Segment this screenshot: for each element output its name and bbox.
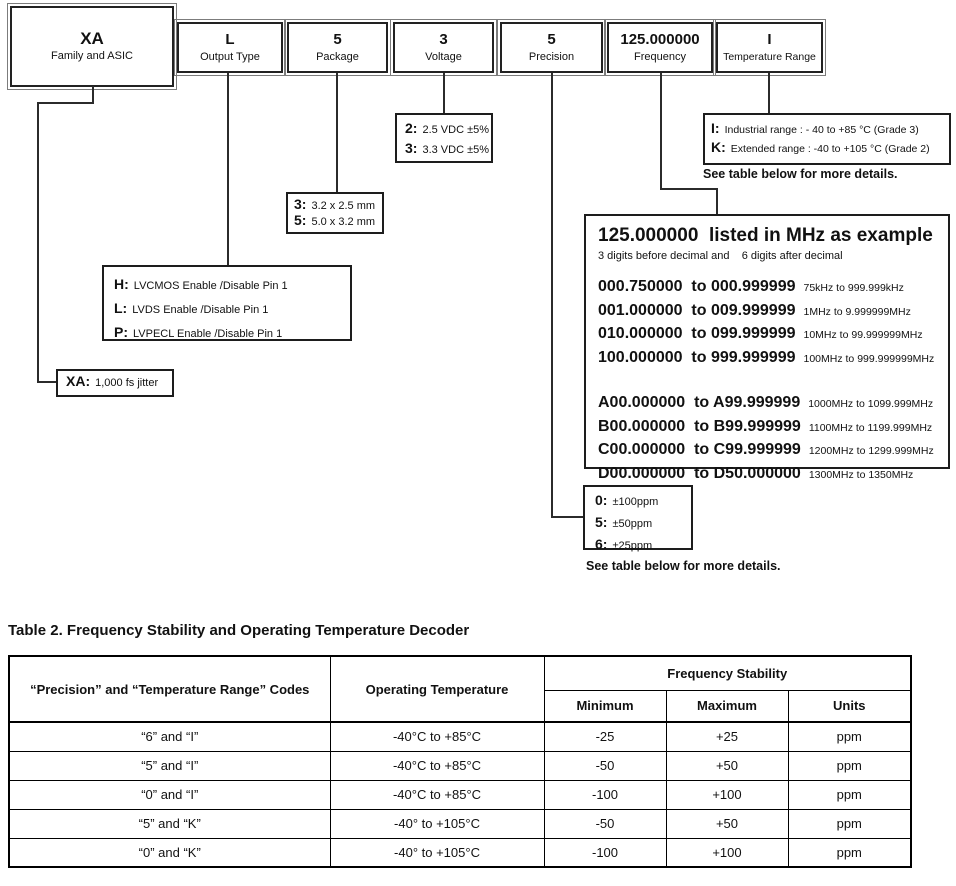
frequency-range-group-1 [598, 276, 944, 370]
cell-units: ppm [788, 751, 911, 780]
precision-desc: ±25ppm [612, 540, 653, 552]
part-box-output-type [177, 22, 283, 73]
cell-operating-temperature: -40°C to +85°C [330, 751, 544, 780]
cell-units: ppm [788, 809, 911, 838]
temperature-code: K: [711, 139, 726, 155]
connector-line [336, 73, 338, 192]
part-box-voltage [393, 22, 494, 73]
output-type-code: H: [114, 276, 129, 292]
part-code-frequency: 125.000000 [620, 31, 700, 48]
frequency-range-row [598, 300, 944, 324]
frequency-range: A00.000000 to A99.999999 [598, 394, 801, 411]
connector-line [768, 73, 770, 113]
col-header-minimum: Minimum [544, 690, 666, 722]
cell-codes: “5” and “K” [9, 809, 330, 838]
temperature-desc: Industrial range : - 40 to +85 °C (Grade 3) [724, 124, 919, 136]
frequency-range-row [598, 347, 944, 371]
voltage-legend-box [395, 113, 493, 163]
package-desc: 3.2 x 2.5 mm [311, 200, 376, 212]
col-header-frequency-stability: Frequency Stability [544, 656, 911, 690]
connector-line [443, 73, 445, 113]
part-label-family: Family and ASIC [51, 50, 133, 62]
part-box-package [287, 22, 388, 73]
connector-line [37, 381, 56, 383]
temperature-see-table-note: See table below for more details. [703, 167, 898, 181]
frequency-range-group-2 [598, 392, 944, 486]
precision-see-table-note: See table below for more details. [586, 559, 781, 573]
connector-line [716, 188, 718, 214]
part-code-output-type: L [225, 31, 235, 48]
cell-minimum: -50 [544, 809, 666, 838]
frequency-range-note: 1100MHz to 1199.999MHz [808, 421, 933, 434]
family-desc: 1,000 fs jitter [95, 377, 159, 389]
frequency-range-row [598, 416, 944, 440]
frequency-range-row [598, 463, 944, 487]
frequency-range-note: 1MHz to 9.999999MHz [803, 305, 911, 318]
voltage-code: 3: [405, 140, 418, 156]
cell-units: ppm [788, 780, 911, 809]
cell-minimum: -50 [544, 751, 666, 780]
part-box-temperature-range [716, 22, 823, 73]
frequency-range: 001.000000 to 009.999999 [598, 301, 796, 319]
frequency-range-note: 1000MHz to 1099.999MHz [808, 398, 934, 410]
col-header-operating-temperature: Operating Temperature [330, 656, 544, 722]
frequency-range-note: 100MHz to 999.999999MHz [803, 352, 935, 365]
frequency-range-note: 1200MHz to 1299.999MHz [808, 445, 934, 457]
precision-code: 0: [595, 492, 608, 508]
cell-codes: “0” and “I” [9, 780, 330, 809]
cell-maximum: +100 [666, 838, 788, 867]
connector-line [551, 516, 583, 518]
cell-units: ppm [788, 838, 911, 867]
part-code-voltage: 3 [439, 31, 448, 48]
frequency-range-row [598, 392, 944, 416]
part-label-voltage: Voltage [425, 51, 462, 63]
temperature-desc: Extended range : -40 to +105 °C (Grade 2) [730, 143, 930, 155]
col-header-units: Units [788, 690, 911, 722]
output-type-legend-box [102, 265, 352, 341]
connector-line [551, 73, 553, 518]
part-box-family [10, 6, 174, 87]
table-row [9, 722, 911, 751]
frequency-subtitle: 3 digits before decimal and 6 digits after decimal [598, 250, 843, 262]
family-jitter-box [56, 369, 174, 397]
part-code-package: 5 [333, 31, 342, 48]
package-code: 3: [294, 196, 307, 212]
part-box-frequency [607, 22, 713, 73]
family-code: XA: [66, 373, 91, 389]
part-label-temperature-range: Temperature Range [723, 51, 816, 63]
frequency-range-row [598, 276, 944, 300]
table-row [9, 780, 911, 809]
precision-code: 6: [595, 536, 608, 552]
frequency-legend-box [584, 214, 950, 482]
connector-line [227, 73, 229, 265]
cell-operating-temperature: -40°C to +85°C [330, 780, 544, 809]
precision-code: 5: [595, 514, 608, 530]
part-label-package: Package [316, 51, 359, 63]
col-header-codes: “Precision” and “Temperature Range” Codes [9, 656, 330, 722]
precision-legend-box [583, 485, 693, 550]
connector-line [660, 73, 662, 190]
table-row [9, 838, 911, 867]
part-label-frequency: Frequency [634, 51, 686, 63]
cell-codes: “0” and “K” [9, 838, 330, 867]
connector-line [37, 102, 39, 383]
output-type-desc: LVDS Enable /Disable Pin 1 [132, 304, 269, 316]
temperature-legend-box [703, 113, 951, 165]
voltage-desc: 3.3 VDC ±5% [422, 144, 490, 156]
cell-minimum: -25 [544, 722, 666, 751]
part-code-precision: 5 [547, 31, 556, 48]
frequency-range-note: 10MHz to 99.999999MHz [803, 329, 923, 341]
frequency-range-note: 75kHz to 999.999kHz [803, 282, 904, 294]
part-code-temperature-range: I [767, 31, 772, 48]
temperature-code: I: [711, 120, 720, 136]
frequency-range-row [598, 439, 944, 463]
frequency-range: 010.000000 to 099.999999 [598, 325, 796, 342]
cell-maximum: +50 [666, 809, 788, 838]
frequency-range: 100.000000 to 999.999999 [598, 348, 796, 366]
table-row [9, 751, 911, 780]
cell-minimum: -100 [544, 780, 666, 809]
package-code: 5: [294, 212, 307, 228]
output-type-code: P: [114, 324, 128, 340]
table-row [9, 809, 911, 838]
frequency-range: D00.000000 to D50.000000 [598, 464, 801, 482]
part-label-output-type: Output Type [200, 51, 260, 63]
output-type-desc: LVCMOS Enable /Disable Pin 1 [133, 280, 288, 292]
frequency-range-row [598, 323, 944, 347]
voltage-code: 2: [405, 120, 418, 136]
col-header-maximum: Maximum [666, 690, 788, 722]
frequency-range: C00.000000 to C99.999999 [598, 441, 801, 458]
cell-operating-temperature: -40° to +105°C [330, 809, 544, 838]
cell-operating-temperature: -40°C to +85°C [330, 722, 544, 751]
voltage-desc: 2.5 VDC ±5% [422, 124, 490, 136]
cell-codes: “5” and “I” [9, 751, 330, 780]
part-label-precision: Precision [528, 51, 575, 63]
cell-minimum: -100 [544, 838, 666, 867]
part-code-family: XA [80, 29, 104, 48]
connector-line [37, 102, 94, 104]
cell-codes: “6” and “I” [9, 722, 330, 751]
package-desc: 5.0 x 3.2 mm [311, 216, 376, 228]
precision-desc: ±50ppm [612, 518, 653, 530]
cell-maximum: +50 [666, 751, 788, 780]
frequency-range: 000.750000 to 000.999999 [598, 278, 796, 295]
output-type-code: L: [114, 300, 128, 316]
frequency-title: 125.000000 listed in MHz as example [598, 225, 933, 246]
connector-line [660, 188, 718, 190]
cell-units: ppm [788, 722, 911, 751]
frequency-stability-table [8, 655, 912, 868]
part-box-precision [500, 22, 603, 73]
table-title: Table 2. Frequency Stability and Operating Temperature Decoder [8, 622, 470, 639]
precision-desc: ±100ppm [612, 496, 659, 508]
frequency-range: B00.000000 to B99.999999 [598, 417, 801, 435]
frequency-range-note: 1300MHz to 1350MHz [808, 468, 914, 481]
cell-maximum: +25 [666, 722, 788, 751]
cell-maximum: +100 [666, 780, 788, 809]
output-type-desc: LVPECL Enable /Disable Pin 1 [133, 328, 283, 340]
package-legend-box [286, 192, 384, 234]
cell-operating-temperature: -40° to +105°C [330, 838, 544, 867]
